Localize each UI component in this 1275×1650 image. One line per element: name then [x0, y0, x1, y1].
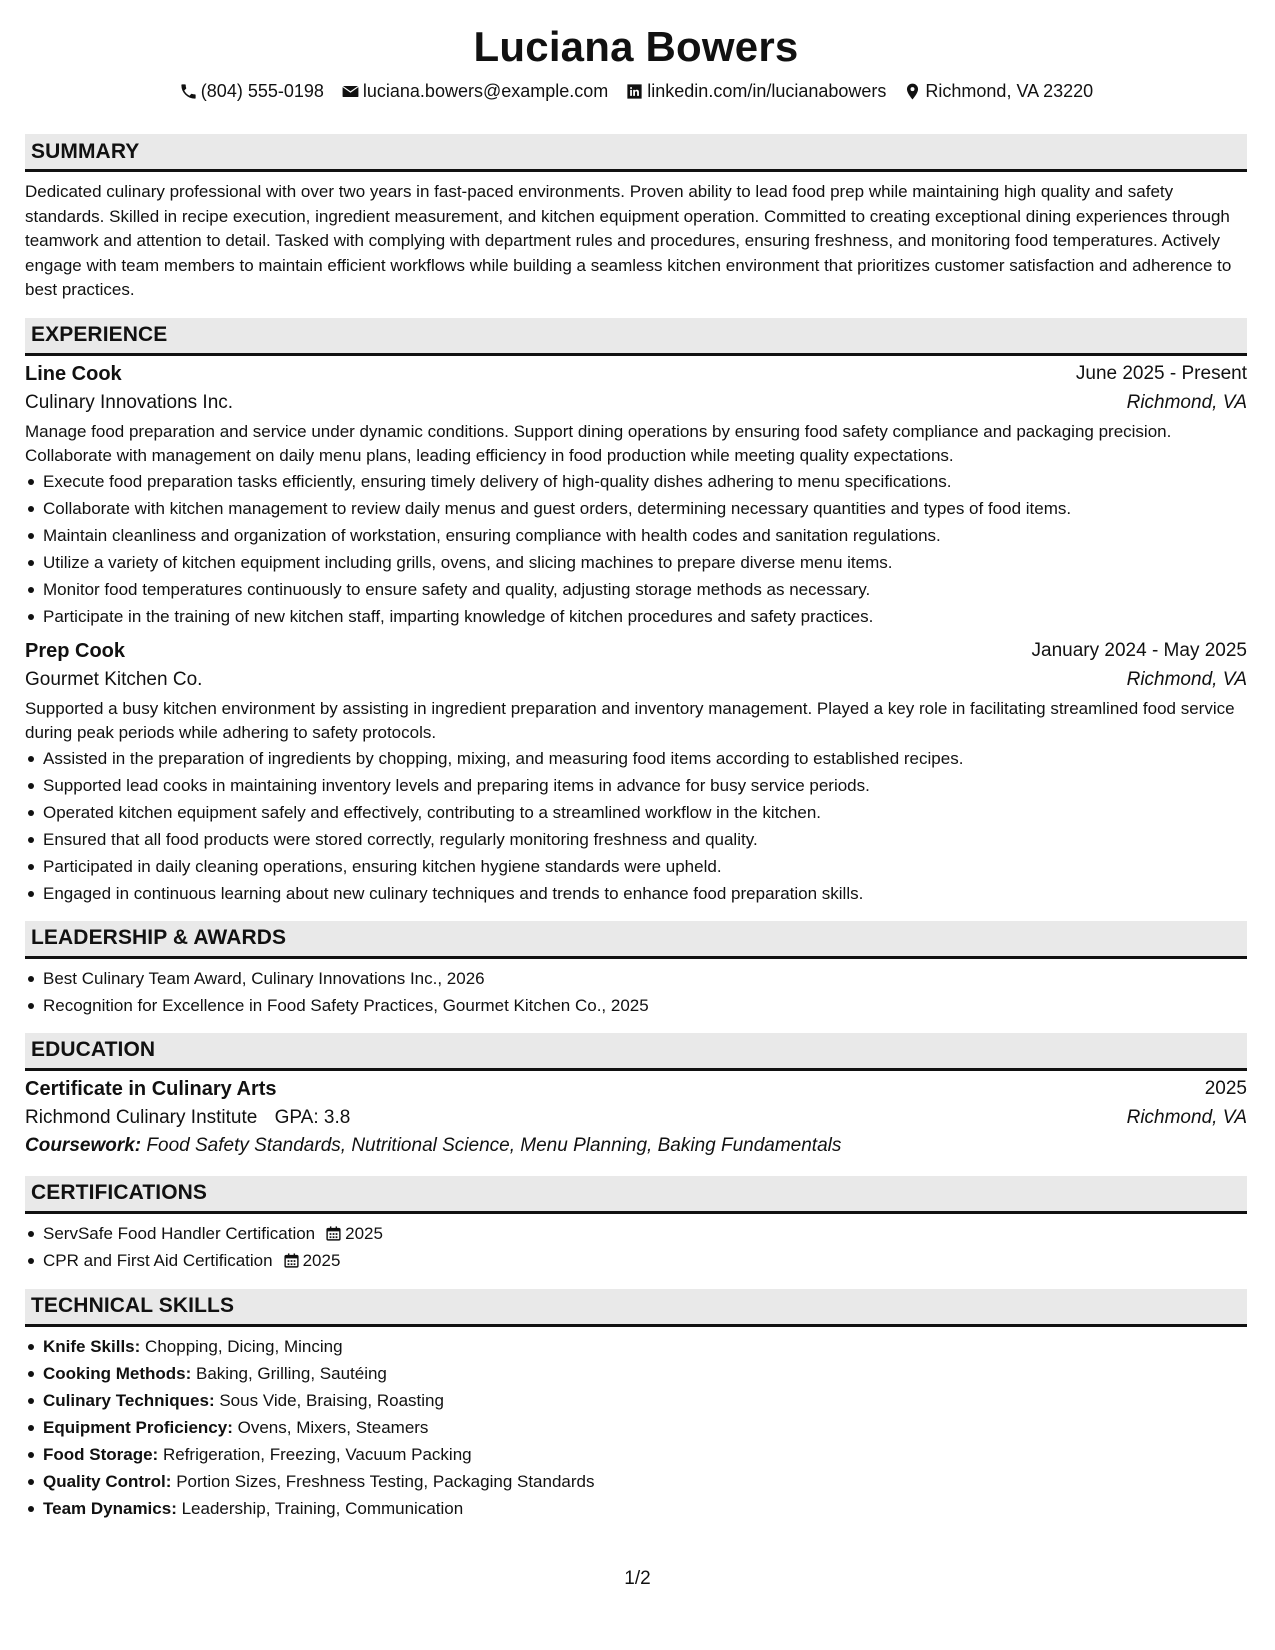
awards-section — [25, 921, 1247, 1019]
certification-name: ServSafe Food Handler Certification — [43, 1223, 316, 1243]
list-item: Utilize a variety of kitchen equipment including grills, ovens, and slicing machines to prepare diverse menu items. — [43, 549, 1247, 576]
list-item — [43, 1247, 1247, 1274]
summary-text: Dedicated culinary professional with over two years in fast-paced environments. Proven ability to lead food prep while maintaining high quality and safety standards. Skilled in recipe execution, ingredient measurement, and kitchen equipment operation. Committed to creating exceptional dining experiences through teamwork and attention to detail. Tasked with complying with department rules and procedures, ensuring freshness, and monitoring food temperatures. Actively engage with team members to maintain efficient workflows while building a seamless kitchen environment that prioritizes customer satisfaction and adherence to best practices. — [25, 182, 1232, 299]
school-location: Richmond, VA — [1126, 1106, 1247, 1128]
job-description: Supported a busy kitchen environment by assisting in ingredient preparation and inventory management. Played a key role in facilitating streamlined food service during peak periods while adhering to safety protocols. — [25, 698, 1235, 742]
job-bullets — [25, 745, 1247, 907]
job-header — [25, 363, 1247, 386]
skills-list — [25, 1333, 1247, 1522]
skill-label: Quality Control: — [43, 1471, 172, 1491]
email-link[interactable]: luciana.bowers@example.com — [362, 80, 609, 101]
job-description: Manage food preparation and service under dynamic conditions. Support dining operations by ensuring food safety compliance and packaging precision. Collaborate with management on daily menu plans, leading efficiency in food production while meeting quality expectations. — [25, 421, 1172, 465]
section-heading-experience: EXPERIENCE — [25, 318, 1247, 356]
list-item: Collaborate with kitchen management to review daily menus and guest orders, determining necessary quantities and types of food items. — [43, 495, 1247, 522]
contact-linkedin[interactable] — [625, 81, 886, 102]
job-dates: January 2024 - May 2025 — [1031, 639, 1247, 661]
school-line — [25, 1107, 350, 1129]
list-item: Participated in daily cleaning operations, ensuring kitchen hygiene standards were upheld. — [43, 853, 1247, 880]
map-pin-icon — [903, 82, 922, 101]
list-item: Operated kitchen equipment safely and effectively, contributing to a streamlined workflow in the kitchen. — [43, 799, 1247, 826]
list-item: Ensured that all food products were stored correctly, regularly monitoring freshness and quality. — [43, 826, 1247, 853]
job-bullets — [25, 468, 1247, 630]
certification-year: 2025 — [302, 1250, 341, 1270]
skill-value: Sous Vide, Braising, Roasting — [219, 1390, 444, 1410]
list-item: Assisted in the preparation of ingredients by chopping, mixing, and measuring food items according to established recipes. — [43, 745, 1247, 772]
summary-section — [25, 134, 1247, 303]
section-heading-skills: TECHNICAL SKILLS — [25, 1289, 1247, 1327]
phone-text: (804) 555-0198 — [200, 80, 324, 101]
job-entry — [25, 363, 1247, 630]
job-subheader — [25, 392, 1247, 414]
certification-name: CPR and First Aid Certification — [43, 1250, 273, 1270]
list-item — [43, 1387, 1247, 1414]
job-title: Line Cook — [25, 362, 122, 385]
certifications-list — [25, 1220, 1247, 1274]
job-header — [25, 640, 1247, 663]
envelope-icon — [341, 82, 360, 101]
list-item: Supported lead cooks in maintaining inventory levels and preparing items in advance for busy service periods. — [43, 772, 1247, 799]
skill-value: Chopping, Dicing, Mincing — [145, 1336, 343, 1356]
list-item — [43, 1333, 1247, 1360]
list-item: Maintain cleanliness and organization of workstation, ensuring compliance with health codes and sanitation regulations. — [43, 522, 1247, 549]
job-location: Richmond, VA — [1126, 391, 1247, 413]
list-item — [43, 1360, 1247, 1387]
section-heading-certifications: CERTIFICATIONS — [25, 1176, 1247, 1214]
coursework-line — [25, 1135, 1247, 1157]
contact-bar — [25, 78, 1247, 104]
list-item — [43, 1495, 1247, 1522]
coursework-label: Coursework: — [25, 1134, 142, 1156]
list-item — [43, 1468, 1247, 1495]
contact-phone — [179, 81, 324, 102]
coursework-text: Food Safety Standards, Nutritional Science, Menu Planning, Baking Fundamentals — [146, 1134, 842, 1156]
skill-label: Cooking Methods: — [43, 1363, 192, 1383]
certification-year: 2025 — [345, 1223, 383, 1243]
contact-location — [903, 81, 1093, 102]
degree-title: Certificate in Culinary Arts — [25, 1077, 277, 1100]
skill-label: Team Dynamics: — [43, 1498, 177, 1518]
skill-value: Baking, Grilling, Sautéing — [196, 1363, 387, 1383]
phone-icon — [179, 82, 198, 101]
education-section — [25, 1033, 1247, 1157]
list-item — [43, 1414, 1247, 1441]
list-item — [43, 1220, 1247, 1247]
skill-value: Ovens, Mixers, Steamers — [237, 1417, 429, 1437]
page-number: 1/2 — [624, 1568, 651, 1589]
list-item: Recognition for Excellence in Food Safety Practices, Gourmet Kitchen Co., 2025 — [43, 992, 1247, 1019]
list-item — [43, 1441, 1247, 1468]
skill-label: Culinary Techniques: — [43, 1390, 215, 1410]
skill-value: Leadership, Training, Communication — [181, 1498, 464, 1518]
education-subheader — [25, 1107, 1247, 1129]
resume-page — [25, 0, 1247, 1522]
job-title: Prep Cook — [25, 639, 126, 662]
linkedin-link[interactable]: linkedin.com/in/lucianabowers — [647, 80, 887, 101]
skill-value: Refrigeration, Freezing, Vacuum Packing — [162, 1444, 472, 1464]
skill-label: Food Storage: — [43, 1444, 159, 1464]
section-heading-summary: SUMMARY — [25, 134, 1247, 172]
list-item: Monitor food temperatures continuously to ensure safety and quality, adjusting storage methods as necessary. — [43, 576, 1247, 603]
skill-label: Knife Skills: — [43, 1336, 141, 1356]
skill-value: Portion Sizes, Freshness Testing, Packaging Standards — [176, 1471, 595, 1491]
education-header — [25, 1078, 1247, 1101]
skills-section — [25, 1289, 1247, 1522]
school-name: Richmond Culinary Institute — [25, 1106, 258, 1128]
experience-section — [25, 318, 1247, 907]
job-company: Gourmet Kitchen Co. — [25, 668, 203, 690]
job-dates: June 2025 - Present — [1075, 362, 1247, 384]
skill-label: Equipment Proficiency: — [43, 1417, 233, 1437]
job-location: Richmond, VA — [1126, 668, 1247, 690]
section-heading-education: EDUCATION — [25, 1033, 1247, 1071]
certifications-section — [25, 1176, 1247, 1274]
linkedin-icon — [625, 82, 644, 101]
list-item: Execute food preparation tasks efficiently, ensuring timely delivery of high-quality dishes adhering to menu specifications. — [43, 468, 1247, 495]
section-heading-awards: LEADERSHIP & AWARDS — [25, 921, 1247, 959]
calendar-icon — [325, 1225, 342, 1242]
candidate-name: Luciana Bowers — [473, 23, 799, 70]
list-item: Participate in the training of new kitchen staff, imparting knowledge of kitchen procedures and safety practices. — [43, 603, 1247, 630]
job-subheader — [25, 669, 1247, 691]
calendar-icon — [283, 1252, 300, 1269]
location-text: Richmond, VA 23220 — [925, 80, 1094, 101]
list-item: Engaged in continuous learning about new culinary techniques and trends to enhance food preparation skills. — [43, 880, 1247, 907]
contact-email[interactable] — [341, 81, 608, 102]
job-company: Culinary Innovations Inc. — [25, 391, 234, 413]
awards-list — [25, 965, 1247, 1019]
job-entry — [25, 640, 1247, 907]
list-item: Best Culinary Team Award, Culinary Innovations Inc., 2026 — [43, 965, 1247, 992]
education-year: 2025 — [1204, 1077, 1247, 1099]
gpa: GPA: 3.8 — [274, 1106, 351, 1128]
